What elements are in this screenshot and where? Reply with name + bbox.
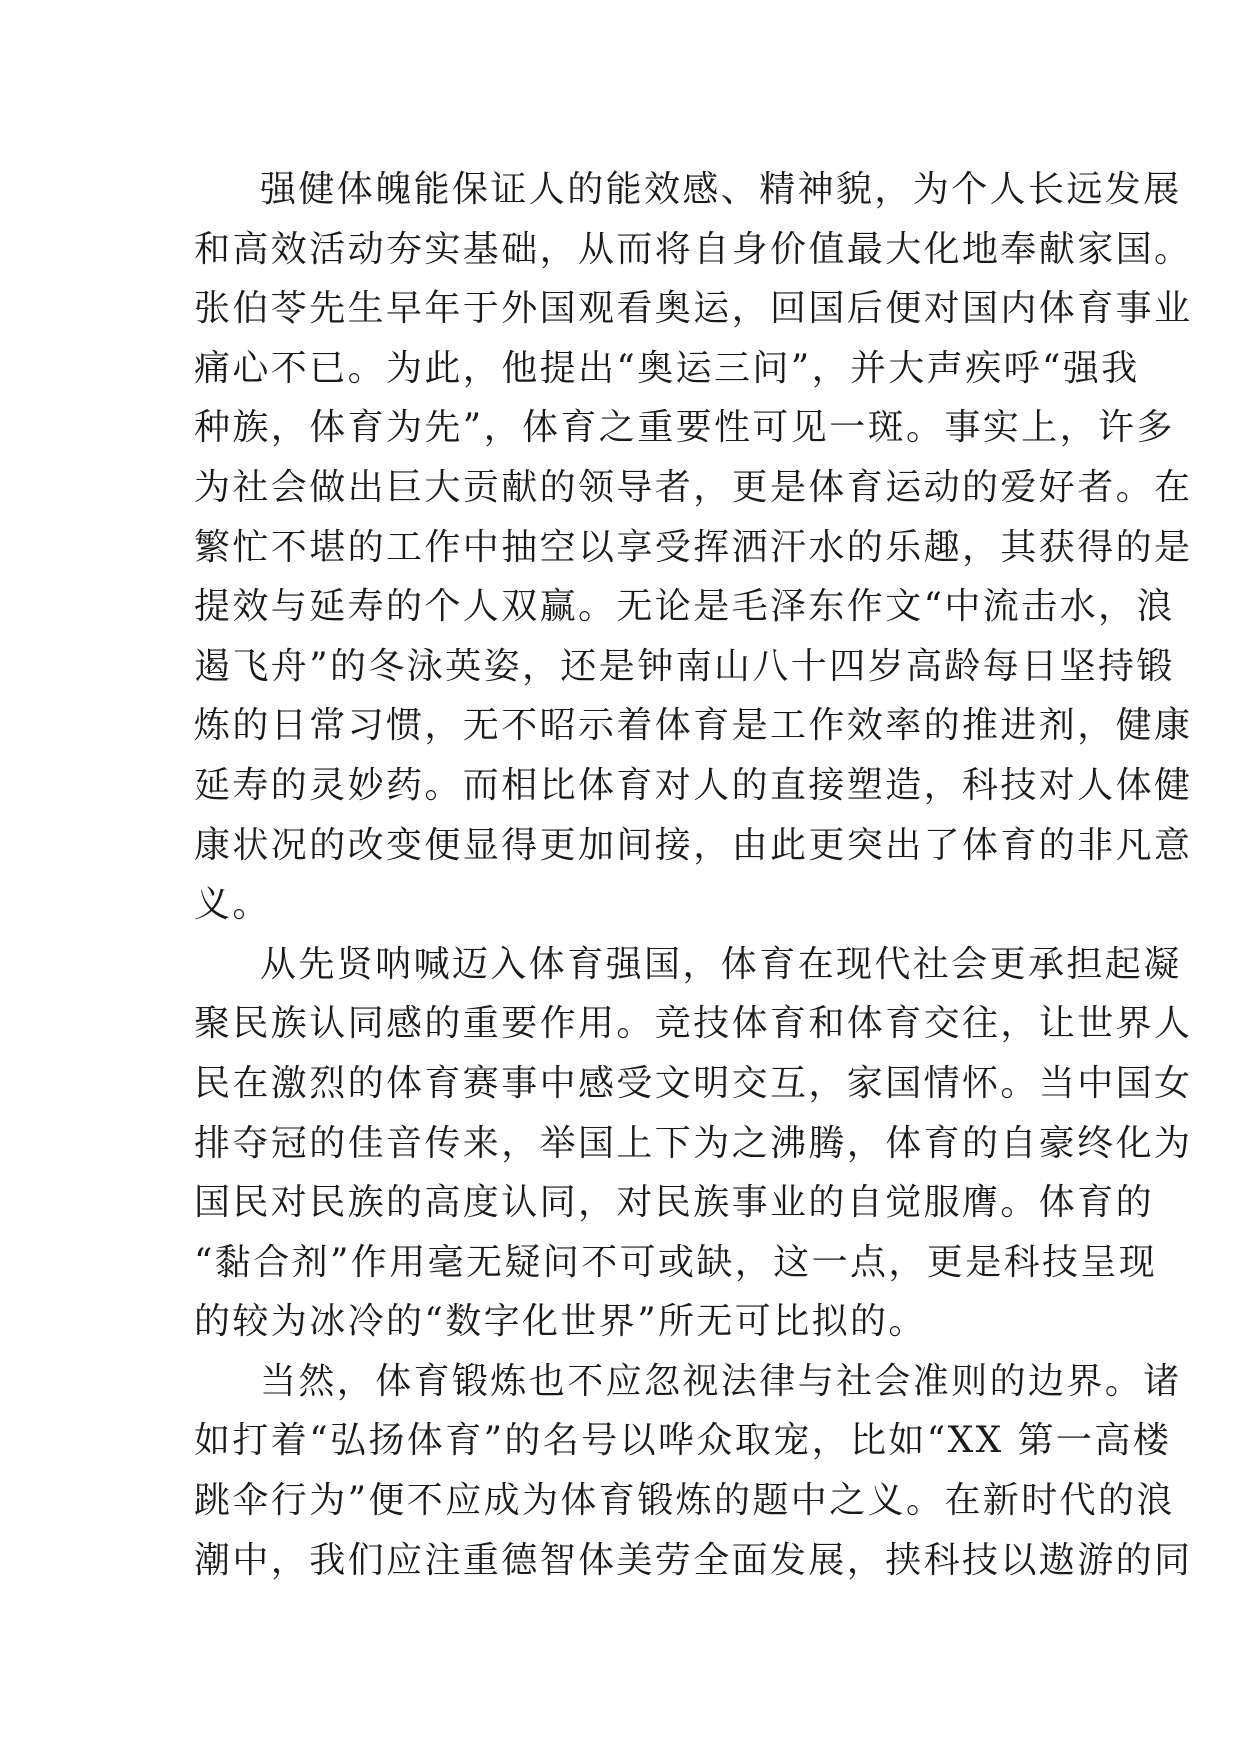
paragraph-3-line-3: 跳伞行为”便不应成为体育锻炼的题中之义。在新时代的浪 [194, 1480, 1175, 1522]
paragraph-2-line-2: 聚民族认同感的重要作用。竞技体育和体育交往，让世界人 [194, 1003, 1193, 1045]
paragraph-3-line-4: 潮中，我们应注重德智体美劳全面发展，挟科技以遨游的同 [194, 1539, 1193, 1581]
paragraph-2-line-6: “黏合剂”作用毫无疑问不可或缺，这一点，更是科技呈现 [194, 1241, 1158, 1283]
paragraph-1-line-1: 强健体魄能保证人的能效感、精神貌，为个人长远发展 [260, 169, 1182, 210]
paragraph-2-line-3: 民在激烈的体育赛事中感受文明交互，家国情怀。当中国女 [194, 1062, 1193, 1104]
paragraph-3-line-2: 如打着“弘扬体育”的名号以哗众取宠，比如“XX 第一高楼 [194, 1420, 1172, 1462]
paragraph-1-line-8: 提效与延寿的个人双赢。无论是毛泽东作文“中流击水，浪 [194, 586, 1175, 628]
document-body [194, 160, 1193, 1590]
paragraph-2-line-4: 排夺冠的佳音传来，举国上下为之沸腾，体育的自豪终化为 [194, 1122, 1193, 1164]
paragraph-1-line-12: 康状况的改变便显得更加间接，由此更突出了体育的非凡意 [194, 824, 1193, 866]
paragraph-1-line-3: 张伯苓先生早年于外国观看奥运，回国后便对国内体育事业 [194, 288, 1193, 330]
paragraph-3-line-1: 当然，体育锻炼也不应忽视法律与社会准则的边界。诸 [260, 1360, 1182, 1402]
paragraph-1-line-9: 遏飞舟”的冬泳英姿，还是钟南山八十四岁高龄每日坚持锻 [194, 645, 1175, 687]
paragraph-2-line-1: 从先贤呐喊迈入体育强国，体育在现代社会更承担起凝 [260, 943, 1182, 985]
paragraph-1-line-10: 炼的日常习惯，无不昭示着体育是工作效率的推进剂，健康 [194, 705, 1193, 747]
paragraph-1-line-2: 和高效活动夯实基础，从而将自身价值最大化地奉献家国。 [194, 228, 1193, 270]
paragraph-2-line-5: 国民对民族的高度认同，对民族事业的自觉服膺。体育的 [194, 1182, 1155, 1224]
paragraph-1-line-13: 义。 [194, 884, 271, 926]
paragraph-2-line-7: 的较为冰冷的“数字化世界”所无可比拟的。 [194, 1301, 927, 1343]
paragraph-1-line-5: 种族，体育为先”，体育之重要性可见一斑。事实上，许多 [194, 407, 1175, 449]
paragraph-1-line-6: 为社会做出巨大贡献的领导者，更是体育运动的爱好者。在 [194, 466, 1193, 508]
paragraph-1-line-4: 痛心不已。为此，他提出“奥运三问”，并大声疾呼“强我 [194, 347, 1140, 389]
paragraph-1-line-11: 延寿的灵妙药。而相比体育对人的直接塑造，科技对人体健 [194, 764, 1193, 806]
paragraph-1-line-7: 繁忙不堪的工作中抽空以享受挥洒汗水的乐趣，其获得的是 [194, 526, 1193, 568]
